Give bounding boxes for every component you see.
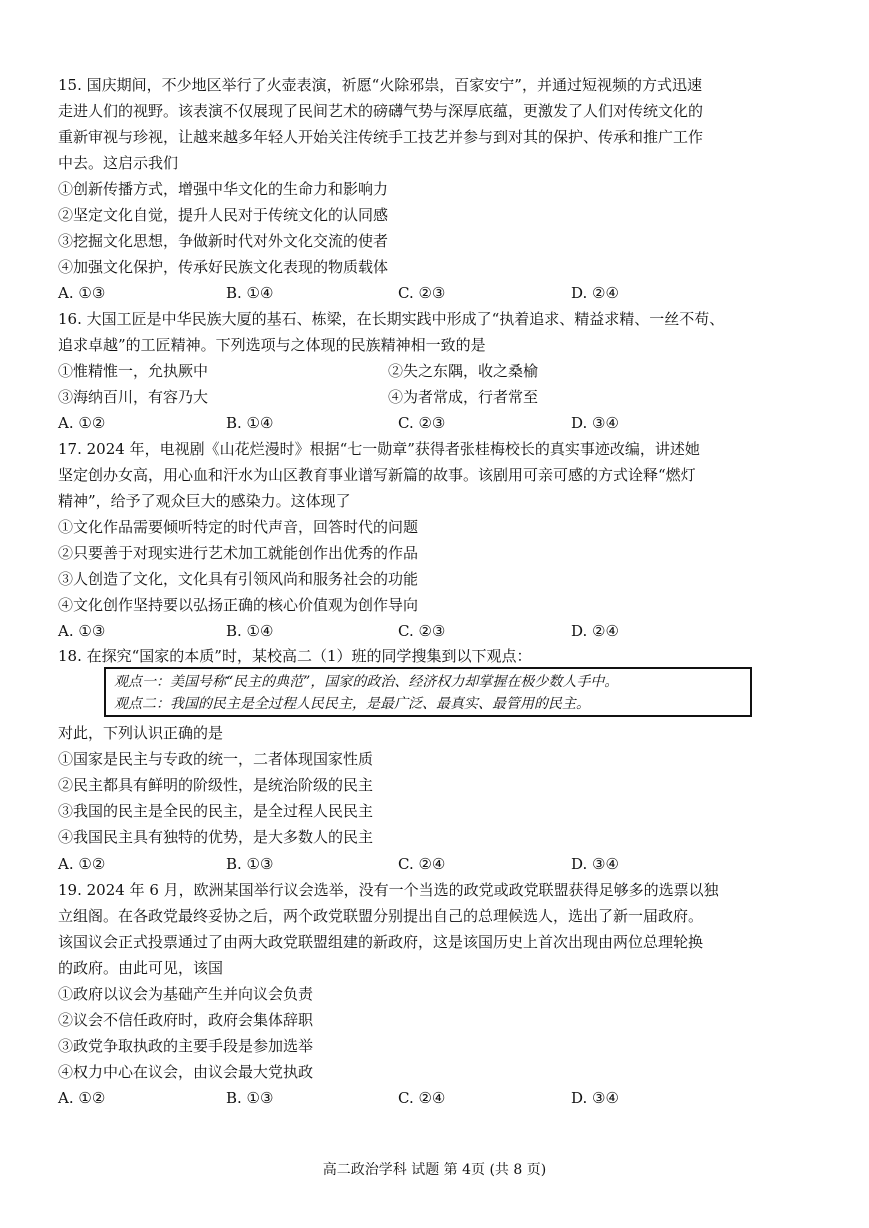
q16-stem-line: 追求卓越”的工匠精神。下列选项与之体现的民族精神相一致的是 (58, 336, 486, 354)
q18-stem-line: 18. 在探究“国家的本质”时，某校高二（1）班的同学搜集到以下观点： (58, 647, 532, 665)
q19-item: ④权力中心在议会，由议会最大党执政 (58, 1063, 314, 1081)
q17-stem-line: 17. 2024 年，电视剧《山花烂漫时》根据“七一勋章”获得者张桂梅校长的真实事迹改编，讲述她 (58, 440, 700, 458)
q19-stem-line: 的政府。由此可见，该国 (58, 959, 224, 977)
q15-options (58, 280, 818, 306)
option-b: B. ①④ (226, 414, 274, 432)
option-b: B. ①④ (226, 284, 274, 302)
q15-item: ③挖掘文化思想，争做新时代对外文化交流的使者 (58, 232, 389, 250)
option-a: A. ①② (58, 1089, 106, 1107)
option-a: A. ①③ (58, 622, 106, 640)
option-d: D. ③④ (571, 1089, 619, 1107)
q17-item: ②只要善于对现实进行艺术加工就能创作出优秀的作品 (58, 544, 419, 562)
q16-options (58, 410, 818, 436)
q18-item: ①国家是民主与专政的统一，二者体现国家性质 (58, 750, 374, 768)
q15-item: ②坚定文化自觉，提升人民对于传统文化的认同感 (58, 206, 389, 224)
option-c: C. ②③ (398, 284, 446, 302)
q17-item: ①文化作品需要倾听特定的时代声音，回答时代的问题 (58, 518, 419, 536)
option-c: C. ②④ (398, 855, 446, 873)
q17-item: ④文化创作坚持要以弘扬正确的核心价值观为创作导向 (58, 596, 419, 614)
option-c: C. ②③ (398, 414, 446, 432)
q16-item: ①惟精惟一，允执厥中 (58, 362, 209, 380)
q16-items-row (58, 384, 818, 410)
q19-stem-line: 立组阁。在各政党最终妥协之后，两个政党联盟分别提出自己的总理候选人，选出了新一届政府。 (58, 907, 704, 925)
option-a: A. ①② (58, 855, 106, 873)
viewpoint-one: 观点一：美国号称“民主的典范”，国家的政治、经济权力却掌握在极少数人手中。 (114, 674, 619, 690)
q19-stem-line: 19. 2024 年 6 月，欧洲某国举行议会选举，没有一个当选的政党或政党联盟获得足够多的选票以独 (58, 881, 719, 899)
q16-stem-line: 16. 大国工匠是中华民族大厦的基石、栋梁，在长期实践中形成了“执着追求、精益求精、一丝不苟、 (58, 310, 725, 328)
q17-stem-line: 精神”，给予了观众巨大的感染力。这体现了 (58, 492, 351, 510)
option-a: A. ①③ (58, 284, 106, 302)
q19-options (58, 1085, 818, 1111)
option-d: D. ②④ (571, 622, 619, 640)
q18-options (58, 851, 818, 877)
q16-item: ②失之东隅，收之桑榆 (388, 362, 539, 380)
q19-item: ①政府以议会为基础产生并向议会负责 (58, 985, 314, 1003)
q18-prompt: 对此，下列认识正确的是 (58, 724, 224, 742)
option-d: D. ③④ (571, 855, 619, 873)
q18-item: ③我国的民主是全民的民主，是全过程人民民主 (58, 802, 374, 820)
option-d: D. ③④ (571, 414, 619, 432)
q17-options (58, 618, 818, 644)
q17-item: ③人创造了文化，文化具有引领风尚和服务社会的功能 (58, 570, 419, 588)
option-d: D. ②④ (571, 284, 619, 302)
option-c: C. ②③ (398, 622, 446, 640)
q15-stem-line: 15. 国庆期间，不少地区举行了火壶表演，祈愿“火除邪祟，百家安宁”，并通过短视频的方式迅速 (58, 76, 702, 94)
q15-item: ④加强文化保护，传承好民族文化表现的物质载体 (58, 258, 389, 276)
option-b: B. ①③ (226, 855, 274, 873)
viewpoint-two: 观点二：我国的民主是全过程人民民主，是最广泛、最真实、最管用的民主。 (114, 696, 590, 712)
viewpoints-box (104, 667, 752, 717)
page-footer: 高二政治学科 试题 第 4页 (共 8 页) (322, 1162, 547, 1178)
q18-item: ④我国民主具有独特的优势，是大多数人的民主 (58, 828, 374, 846)
q16-item: ④为者常成，行者常至 (388, 388, 539, 406)
option-b: B. ①④ (226, 622, 274, 640)
option-b: B. ①③ (226, 1089, 274, 1107)
q18-item: ②民主都具有鲜明的阶级性，是统治阶级的民主 (58, 776, 374, 794)
q17-stem-line: 坚定创办女高，用心血和汗水为山区教育事业谱写新篇的故事。该剧用可亲可感的方式诠释“燃灯 (58, 466, 696, 484)
q15-stem-line: 重新审视与珍视，让越来越多年轻人开始关注传统手工技艺并参与到对其的保护、传承和推广工作 (58, 128, 704, 146)
q15-item: ①创新传播方式，增强中华文化的生命力和影响力 (58, 180, 389, 198)
q19-item: ②议会不信任政府时，政府会集体辞职 (58, 1011, 314, 1029)
option-a: A. ①② (58, 414, 106, 432)
q16-items-row (58, 358, 818, 384)
q19-stem-line: 该国议会正式投票通过了由两大政党联盟组建的新政府，这是该国历史上首次出现由两位总理轮换 (58, 933, 704, 951)
option-c: C. ②④ (398, 1089, 446, 1107)
q16-item: ③海纳百川，有容乃大 (58, 388, 209, 406)
q19-item: ③政党争取执政的主要手段是参加选举 (58, 1037, 314, 1055)
q15-stem-line: 走进人们的视野。该表演不仅展现了民间艺术的磅礴气势与深厚底蕴，更激发了人们对传统文化的 (58, 102, 704, 120)
q15-stem-line: 中去。这启示我们 (58, 154, 179, 172)
